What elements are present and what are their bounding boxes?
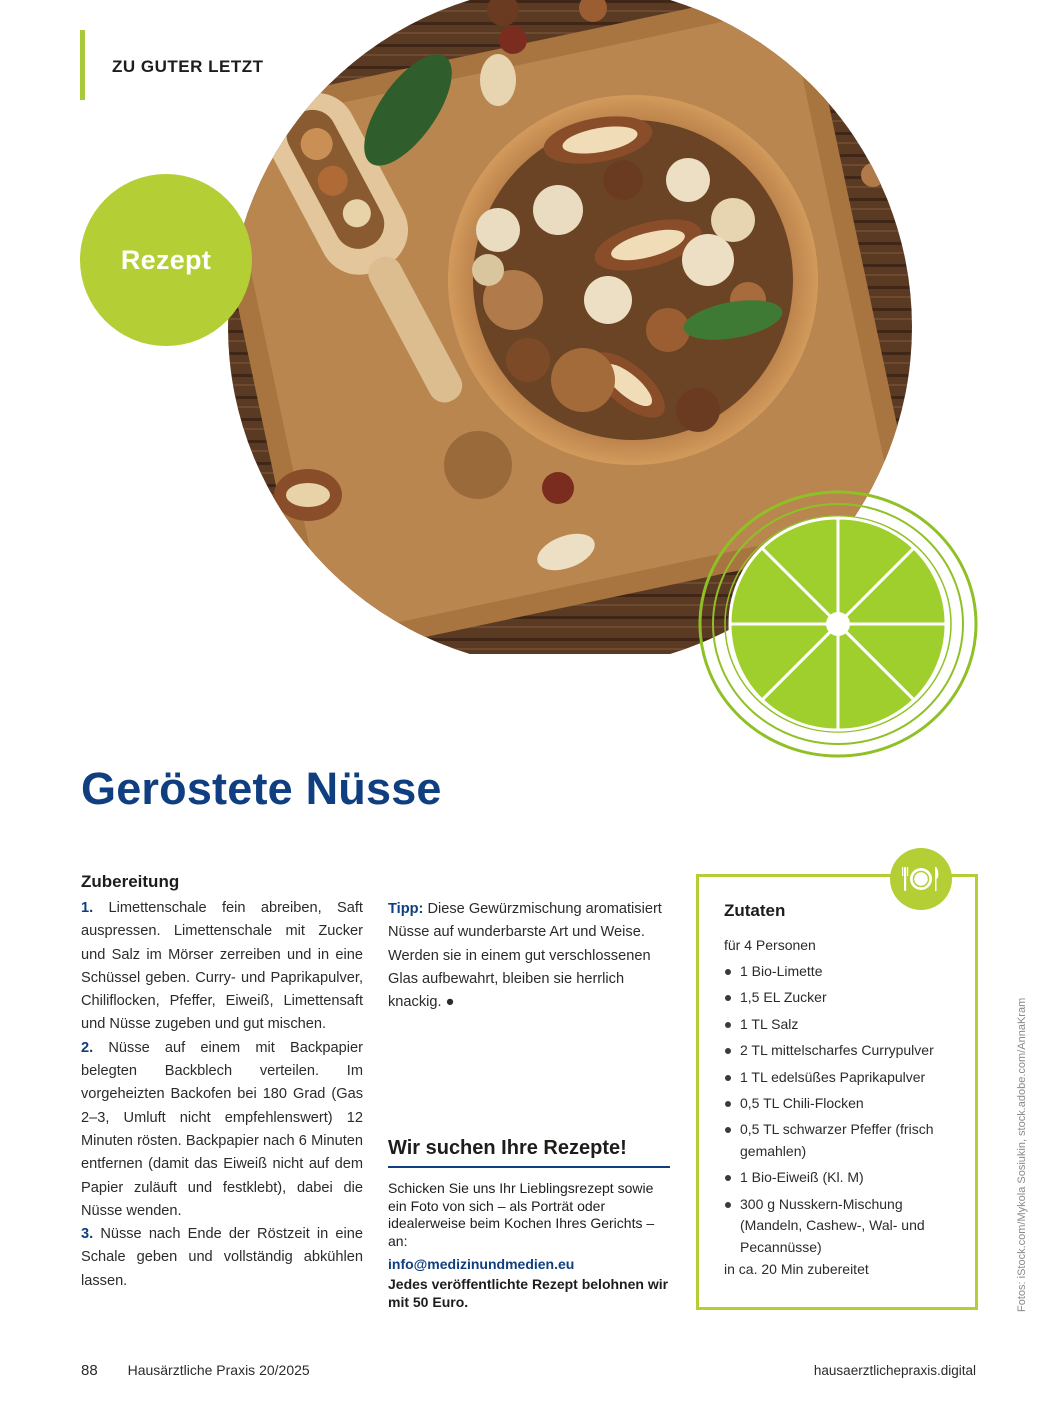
page-number: 88: [81, 1362, 98, 1379]
photo-credit: Fotos: iStock.com/Mykola Sosiukin, stock.adobe.com/AnnaKram: [1016, 997, 1028, 1312]
tip-text: Diese Gewürzmischung aromatisiert Nüsse auf wunderbarste Art und Weise. Werden sie in einem gut verschlossenen Glas aufbewahrt, bleiben sie herrlich knackig. ●: [388, 901, 662, 1011]
preparation-step: [81, 1037, 363, 1223]
footer-left: [81, 1362, 310, 1379]
preparation-section: [81, 872, 363, 1293]
ingredients-list: [724, 961, 964, 1263]
preparation-heading: Zubereitung: [81, 872, 180, 891]
page-title: Geröstete Nüsse: [81, 763, 442, 814]
prep-time-text: in ca. 20 Min zubereitet: [724, 1261, 869, 1277]
step-number: 2.: [81, 1039, 94, 1056]
ingredient-item: 1 TL edelsüßes Paprikapulver: [724, 1067, 964, 1089]
servings-text: für 4 Personen: [724, 937, 816, 953]
website-link[interactable]: hausaerztlichepraxis.digital: [813, 1363, 976, 1378]
preparation-step: [81, 1223, 363, 1293]
ingredient-item: 2 TL mittelscharfes Currypulver: [724, 1040, 964, 1062]
recipe-call-body: Schicken Sie uns Ihr Lieblingsrezept sowie ein Foto von sich – als Porträt oder idealerweise beim Kochen Ihres Gerichts – an:: [388, 1180, 655, 1249]
recipe-badge-label: Rezept: [120, 244, 212, 275]
ingredient-item: 0,5 TL schwarzer Pfeffer (frisch gemahlen): [724, 1119, 964, 1162]
preparation-step: [81, 897, 363, 1037]
ingredients-heading: Zutaten: [724, 901, 786, 920]
ingredient-item: 300 g Nusskern-Mischung (Mandeln, Cashew-, Wal- und Pecannüsse): [724, 1194, 964, 1259]
section-label: ZU GUTER LETZT: [112, 57, 264, 76]
section-accent-bar: [80, 30, 85, 100]
recipe-call-heading: Wir suchen Ihre Rezepte!: [388, 1137, 670, 1168]
step-text: Nüsse nach Ende der Röstzeit in eine Schale geben und vollständig abkühlen lassen.: [81, 1226, 363, 1289]
ingredient-item: 1 TL Salz: [724, 1014, 964, 1036]
reward-note: Jedes veröffentlichte Rezept belohnen wir mit 50 Euro.: [388, 1276, 669, 1310]
tip-label: Tipp:: [388, 901, 424, 917]
plate-cutlery-icon: [890, 848, 952, 910]
tip-section: [388, 898, 670, 1014]
recipe-badge: [80, 174, 252, 346]
ingredient-item: 1,5 EL Zucker: [724, 987, 964, 1009]
issue-label: Hausärztliche Praxis 20/2025: [127, 1362, 310, 1378]
step-text: Limettenschale fein abreiben, Saft auspressen. Limettenschale mit Zucker und Salz im Mörser zerreiben und in eine Schüssel geben. Curry- und Paprikapulver, Chiliflocken, Pfeffer, Eiweiß, Limettensaft und Nüsse zugeben und gut mischen.: [81, 900, 363, 1033]
tip-paragraph: [388, 898, 670, 1014]
step-text: Nüsse auf einem mit Backpapier belegten Backblech verteilen. Im vorgeheizten Backofen bei 180 Grad (Gas 2–3, Umluft nicht empfehlenswert) 12 Minuten rösten. Backpapier nach 6 Minuten entfernen (damit das Eiweiß nicht auf dem Papier zuläuft und festklebt), dabei die Nüsse wenden.: [81, 1039, 363, 1219]
ingredient-item: 0,5 TL Chili-Flocken: [724, 1093, 964, 1115]
ingredients-box: [696, 874, 978, 1310]
step-number: 1.: [81, 900, 94, 916]
recipe-call-section: [388, 1137, 670, 1312]
contact-email-link[interactable]: info@medizinundmedien.eu: [388, 1256, 575, 1273]
ingredient-item: 1 Bio-Eiweiß (Kl. M): [724, 1167, 964, 1189]
step-number: 3.: [81, 1226, 94, 1243]
lime-slice-illustration: [693, 486, 981, 762]
ingredient-item: 1 Bio-Limette: [724, 961, 964, 983]
